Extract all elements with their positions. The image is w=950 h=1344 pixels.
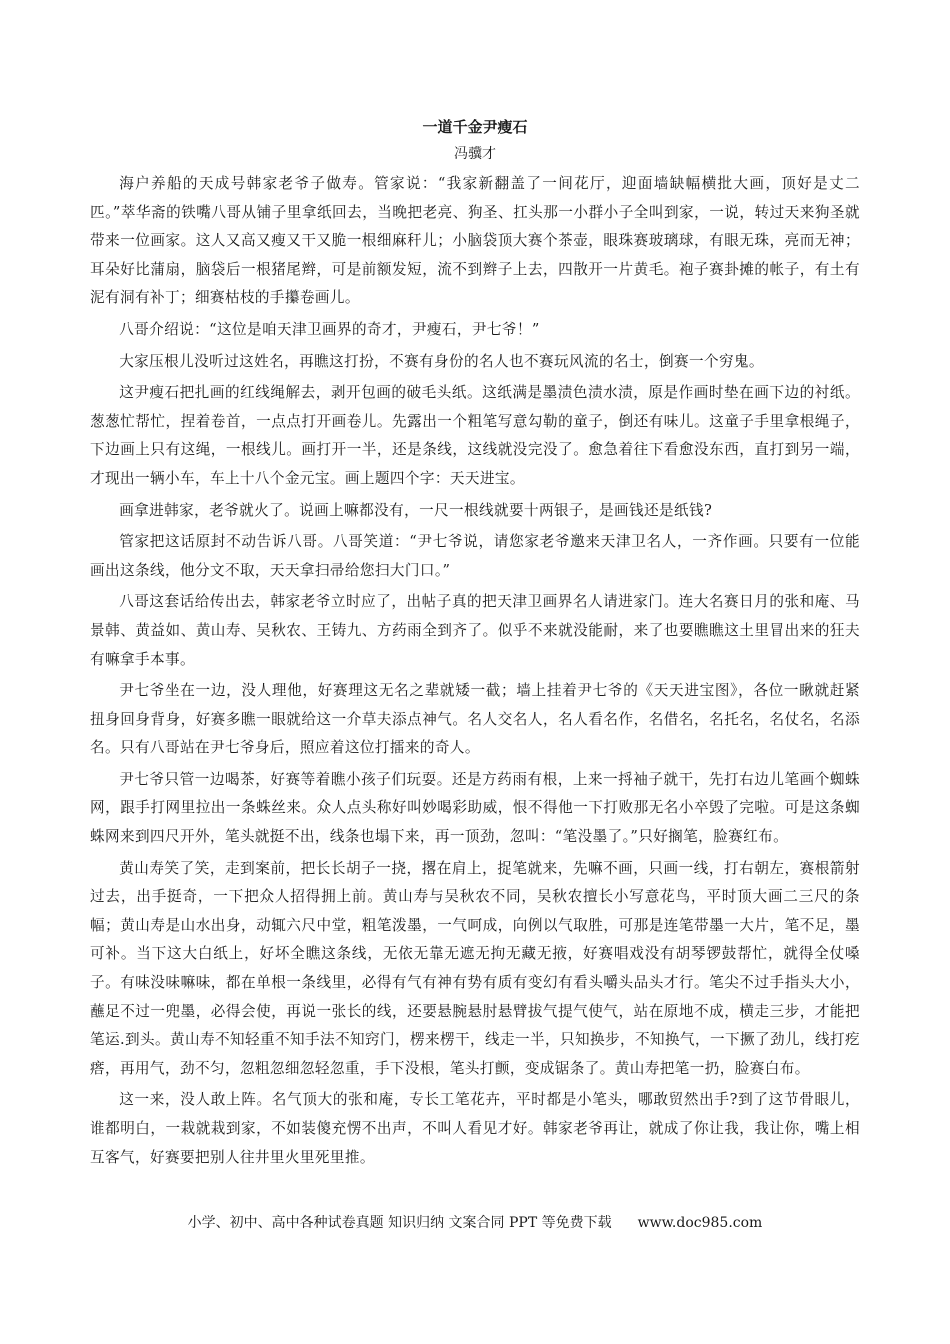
paragraph: 这一来，没人敢上阵。名气顶大的张和庵，专长工笔花卉，平时都是小笔头，哪敢贸然出手?到了这节骨眼儿，谁都明白，一栽就栽到家，不如装傻充愣不出声，不叫人看见才好。韩家老爷再让，就成了你让我，我让你，嘴上相互客气，好赛要把别人往井里火里死里推。 <box>90 1091 860 1166</box>
paragraph: 管家把这话原封不动告诉八哥。八哥笑道：“尹七爷说，请您家老爷邀来天津卫名人，一齐作画。只要有一位能画出这条线，他分文不取，天天拿扫帚给您扫大门口。” <box>90 533 860 579</box>
article-author: 冯骥才 <box>454 146 496 162</box>
paragraph: 黄山寿笑了笑，走到案前，把长长胡子一挠，撂在肩上，捉笔就来，先嘛不画，只画一线，打右朝左，赛根箭射过去，出手挺奇，一下把众人招得拥上前。黄山寿与吴秋农不同，吴秋农擅长小写意花鸟，平时顶大画二三尺的条幅；黄山寿是山水出身，动辄六尺中堂，粗笔泼墨，一气呵成，向例以气取胜，可那是连笔带墨一大片，笔不足，墨可补。当下这大白纸上，好坏全瞧这条线，无依无靠无遮无拘无藏无掖，好赛唱戏没有胡琴锣鼓帮忙，就得全仗嗓子。有味没味嘛味，都在单根一条线里，必得有气有神有势有质有变幻有看头嚼头品头才行。笔尖不过手指头大小，蘸足不过一兜墨，必得会使，再说一张长的线，还要悬腕悬肘悬臂拔气提气使气，站在原地不成，横走三步，才能把笔运.到头。黄山寿不知轻重不知手法不知窍门，楞来楞干，线走一半，只知换步，不知换气，一下撅了劲儿，线打疙瘩，再用气，劲不匀，忽粗忽细忽轻忽重，手下没根，笔头打颤，变成锯条了。黄山寿把笔一扔，脸赛白布。 <box>90 859 860 1077</box>
article-body <box>90 170 860 1175</box>
paragraph: 八哥这套话给传出去，韩家老爷立时应了，出帖子真的把天津卫画界名人请进家门。连大名赛日月的张和庵、马景韩、黄益如、黄山寿、吴秋农、王铸九、方药雨全到齐了。似乎不来就没能耐，来了也要瞧瞧这土里冒出来的狂夫有嘛拿手本事。 <box>90 593 860 668</box>
paragraph: 海户养船的天成号韩家老爷子做寿。管家说：“我家新翻盖了一间花厅，迎面墙缺幅横批大画，顶好是丈二匹。”萃华斋的铁嘴八哥从铺子里拿纸回去，当晚把老亮、狗圣、扛头那一小群小子全叫到家，一说，转过天来狗圣就带来一位画家。这人又高又瘦又干又脆一根细麻秆儿；小脑袋顶大赛个茶壶，眼珠赛玻璃球，有眼无珠，亮而无神；耳朵好比蒲扇，脑袋后一根猪尾辫，可是前额发短，流不到辫子上去，四散开一片黄毛。袍子赛卦摊的帐子，有土有泥有洞有补丁；细赛枯枝的手攥卷画儿。 <box>90 175 860 307</box>
footer-site-link[interactable]: www.doc985.com <box>637 1215 763 1231</box>
paragraph: 八哥介绍说：“这位是咱天津卫画界的奇才，尹瘦石，尹七爷！” <box>119 320 540 338</box>
paragraph: 尹七爷坐在一边，没人理他，好赛理这无名之辈就矮一截；墙上挂着尹七爷的《天天进宝图》，各位一瞅就赶紧扭身回身背身，好赛多瞧一眼就给这一介草夫添点神气。名人交名人，名人看名作，名借名，名托名，名仗名，名添名。只有八哥站在尹七爷身后，照应着这位打擂来的奇人。 <box>90 682 860 757</box>
page-footer <box>0 1212 950 1234</box>
article-title: 一道千金尹瘦石 <box>422 118 528 136</box>
paragraph: 这尹瘦石把扎画的红线绳解去，剥开包画的破毛头纸。这纸满是墨渍色渍水渍，原是作画时垫在画下边的衬纸。葱葱忙帮忙，捏着卷首，一点点打开画卷儿。先露出一个粗笔写意勾勒的童子，倒还有味儿。这童子手里拿根绳子，下边画上只有这绳，一根线儿。画打开一半，还是条线，这线就没完没了。愈急着往下看愈没东西，直打到另一端，才现出一辆小车，车上十八个金元宝。画上题四个字：天天进宝。 <box>90 384 860 487</box>
paragraph: 画拿进韩家，老爷就火了。说画上嘛都没有，一尺一根线就要十两银子，是画钱还是纸钱? <box>119 501 713 519</box>
paragraph: 大家压根儿没听过这姓名，再瞧这打扮，不赛有身份的名人也不赛玩风流的名士，倒赛一个穷鬼。 <box>119 352 764 370</box>
paragraph: 尹七爷只管一边喝茶，好赛等着瞧小孩子们玩耍。还是方药雨有根，上来一捋袖子就干，先打右边儿笔画个蜘蛛网，跟手打网里拉出一条蛛丝来。众人点头称好叫妙喝彩助威，恨不得他一下打败那无名小卒毁了完啦。可是这条蜘蛛网来到四尺开外，笔头就挺不出，线条也塌下来，再一顶劲，忽叫：“笔没墨了。”只好搁笔，脸赛红布。 <box>90 770 860 846</box>
footer-text: 小学、初中、高中各种试卷真题 知识归纳 文案合同 PPT 等免费下载 <box>187 1215 612 1231</box>
